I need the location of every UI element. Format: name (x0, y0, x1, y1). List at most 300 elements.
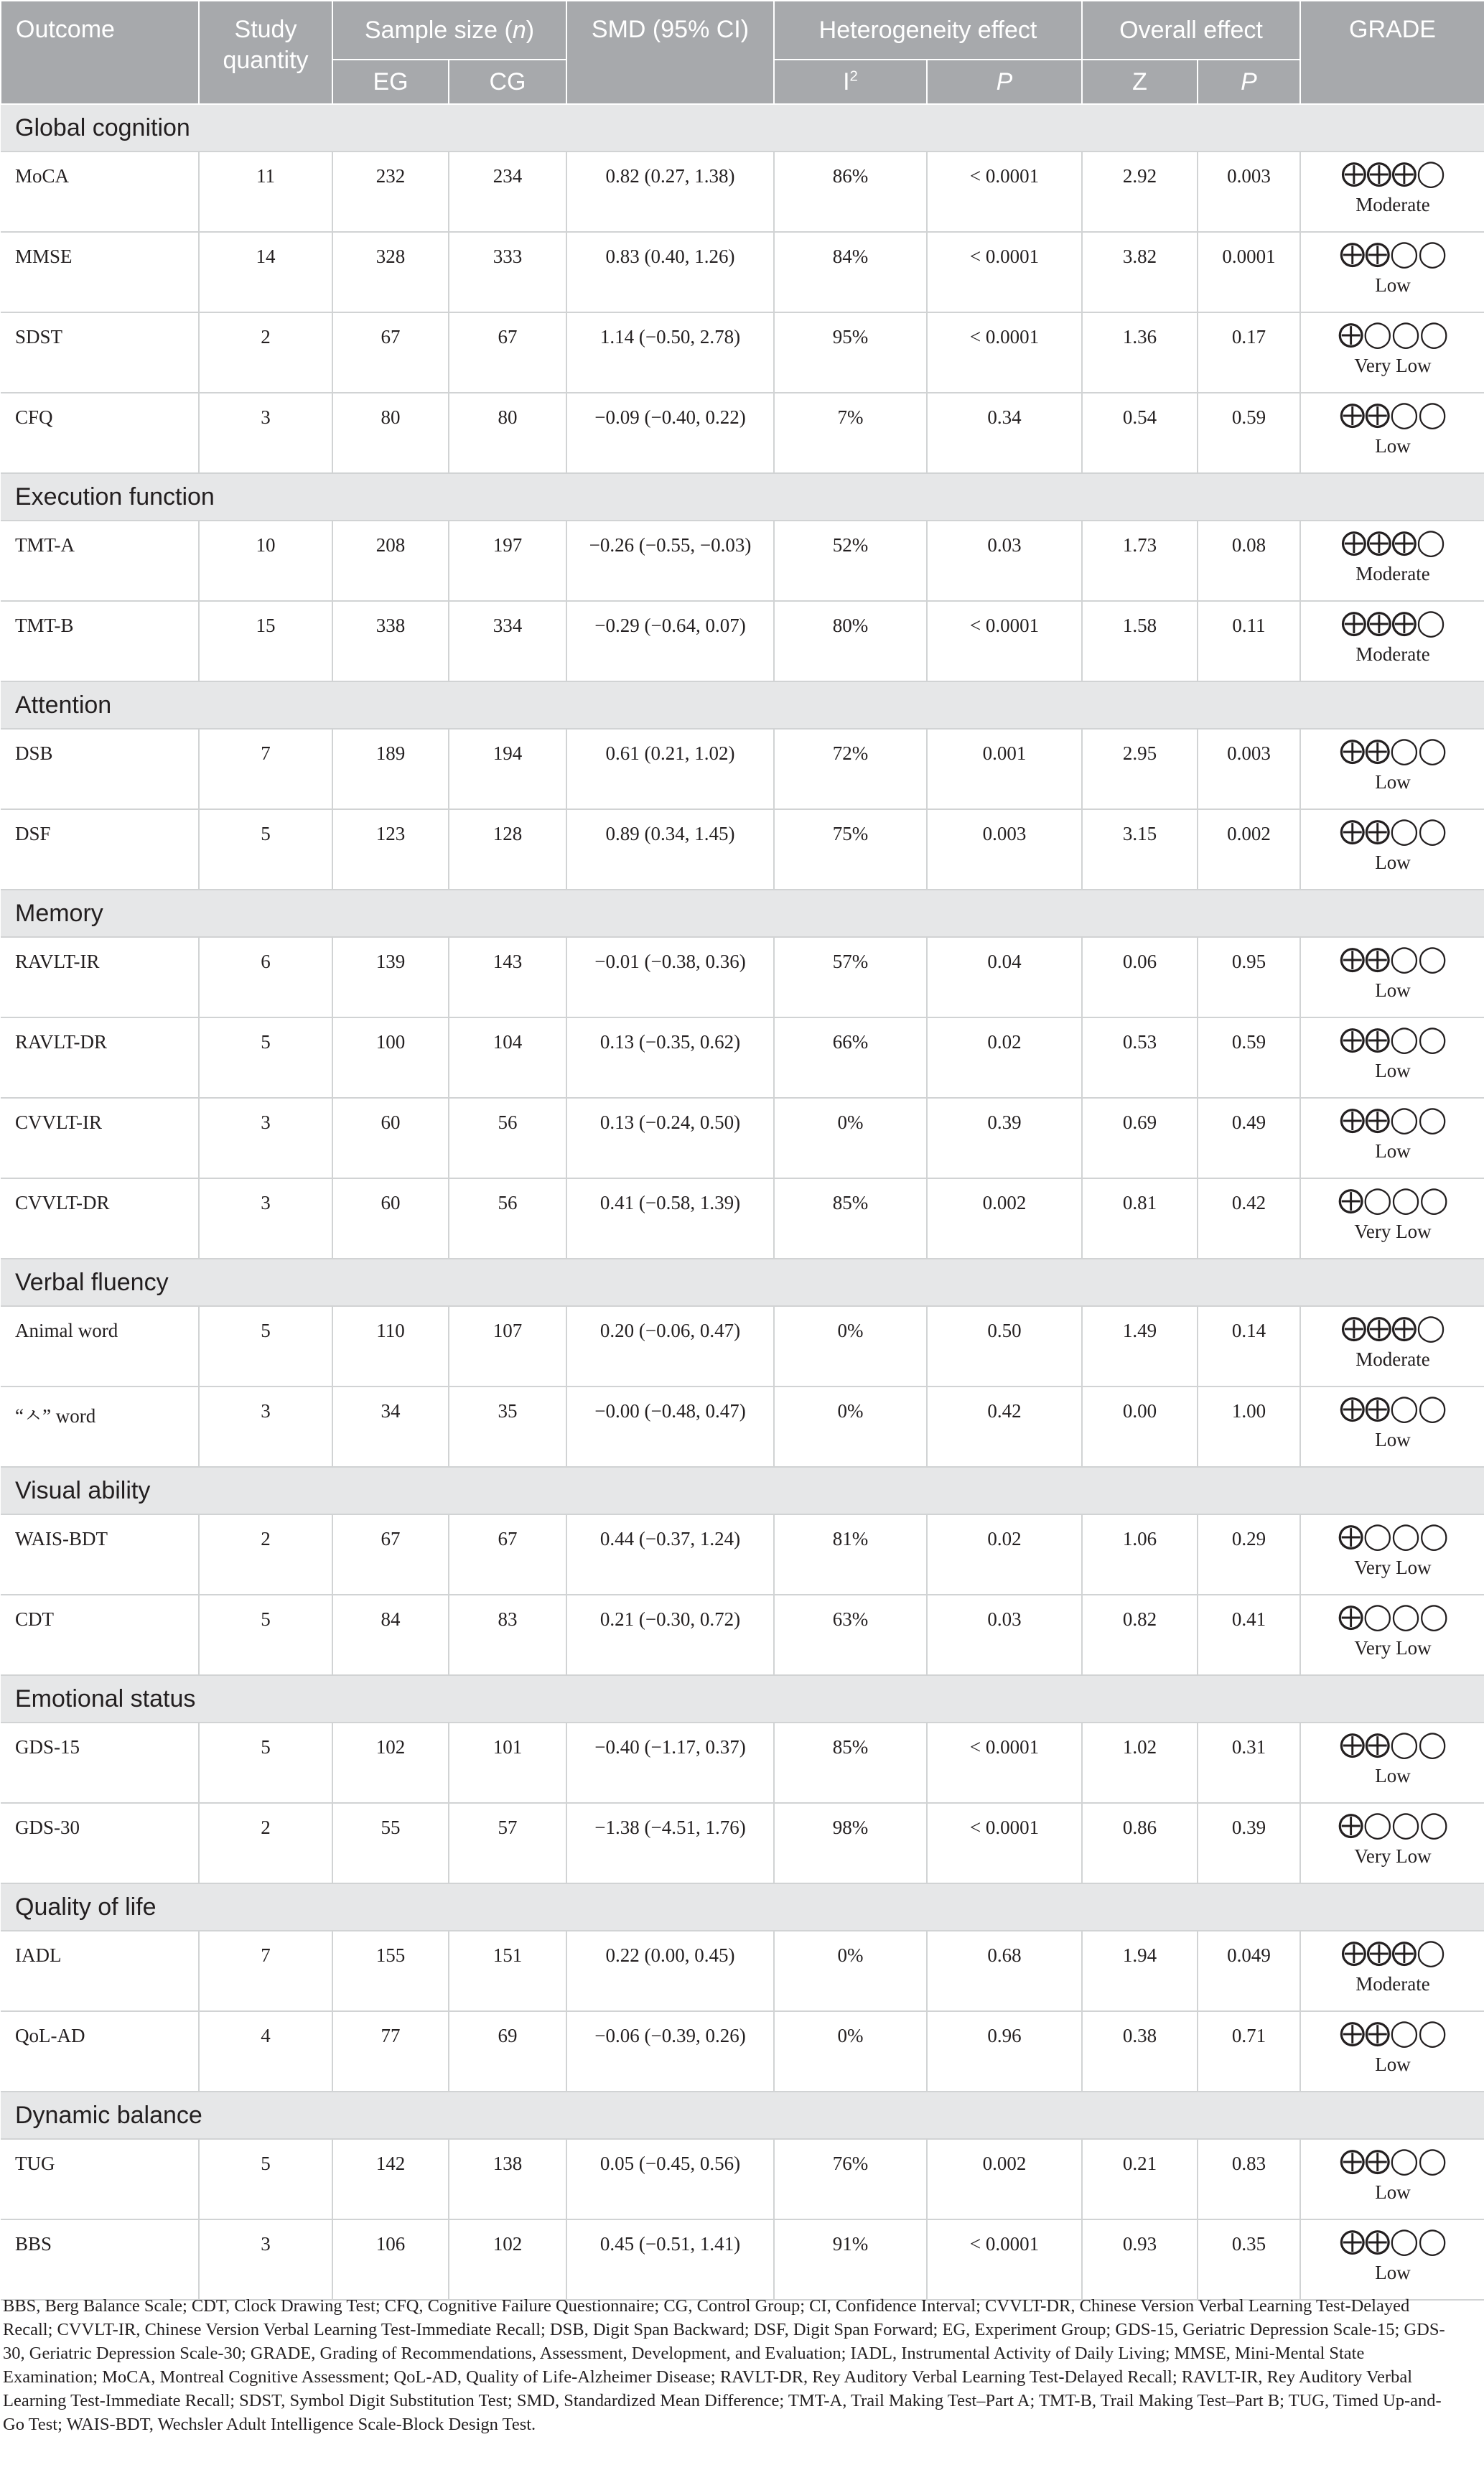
grade-cell (1300, 601, 1484, 681)
cg-sample-cell: 234 (449, 152, 566, 232)
i2-cell: 0% (774, 1387, 927, 1467)
outcome-cell: TUG (1, 2139, 199, 2219)
overall-p-cell: 0.049 (1198, 1931, 1300, 2011)
study-count-cell: 6 (199, 937, 332, 1017)
z-cell: 0.54 (1082, 393, 1198, 473)
table-body (1, 104, 1484, 2300)
eg-sample-cell: 55 (332, 1803, 449, 1883)
eg-sample-cell: 123 (332, 809, 449, 890)
heterogeneity-p-cell: < 0.0001 (927, 2219, 1082, 2300)
smd-cell: 0.13 (−0.24, 0.50) (566, 1098, 774, 1178)
heterogeneity-p-cell: 0.68 (927, 1931, 1082, 2011)
i2-cell: 0% (774, 1931, 927, 2011)
heterogeneity-p-cell: 0.02 (927, 1514, 1082, 1595)
heterogeneity-p-cell: < 0.0001 (927, 312, 1082, 393)
overall-p-cell: 0.42 (1198, 1178, 1300, 1259)
cg-sample-cell: 194 (449, 729, 566, 809)
z-cell: 0.00 (1082, 1387, 1198, 1467)
cg-sample-cell: 67 (449, 312, 566, 393)
z-cell: 0.06 (1082, 937, 1198, 1017)
study-count-cell: 5 (199, 1723, 332, 1803)
eg-sample-cell: 232 (332, 152, 449, 232)
heterogeneity-p-cell: < 0.0001 (927, 232, 1082, 312)
table-row (1, 809, 1484, 890)
heterogeneity-p-cell: 0.03 (927, 521, 1082, 601)
table-row (1, 521, 1484, 601)
smd-cell: −0.06 (−0.39, 0.26) (566, 2011, 774, 2092)
grade-symbols: ⨁⨁◯◯ (1339, 2227, 1447, 2256)
grade-cell (1300, 1595, 1484, 1675)
grade-symbols: ⨁⨁⨁◯ (1340, 1313, 1445, 1343)
i2-cell: 91% (774, 2219, 927, 2300)
cg-sample-cell: 80 (449, 393, 566, 473)
study-count-cell: 3 (199, 2219, 332, 2300)
i2-cell: 75% (774, 809, 927, 890)
heterogeneity-p-cell: 0.003 (927, 809, 1082, 890)
category-label: Attention (1, 681, 1484, 729)
table-row (1, 937, 1484, 1017)
i2-cell: 85% (774, 1723, 927, 1803)
grade-symbols: ⨁⨁◯◯ (1339, 1105, 1447, 1134)
z-cell: 0.86 (1082, 1803, 1198, 1883)
i2-cell: 0% (774, 1098, 927, 1178)
study-count-cell: 2 (199, 1514, 332, 1595)
overall-p-cell: 0.41 (1198, 1595, 1300, 1675)
grade-symbols: ⨁⨁◯◯ (1339, 2146, 1447, 2176)
grade-cell (1300, 152, 1484, 232)
cg-sample-cell: 57 (449, 1803, 566, 1883)
header-overall-effect: Overall effect (1082, 1, 1300, 60)
grade-cell (1300, 2219, 1484, 2300)
study-count-cell: 3 (199, 1098, 332, 1178)
i2-cell: 98% (774, 1803, 927, 1883)
category-row (1, 890, 1484, 937)
overall-p-cell: 0.39 (1198, 1803, 1300, 1883)
grade-level: Low (1375, 435, 1411, 457)
header-eg: EG (332, 60, 449, 104)
grade-symbols: ⨁◯◯◯ (1338, 1810, 1448, 1840)
cg-sample-cell: 67 (449, 1514, 566, 1595)
eg-sample-cell: 110 (332, 1306, 449, 1387)
overall-p-cell: 0.003 (1198, 152, 1300, 232)
category-row (1, 1883, 1484, 1931)
outcome-cell: Animal word (1, 1306, 199, 1387)
eg-sample-cell: 84 (332, 1595, 449, 1675)
grade-symbols: ⨁◯◯◯ (1338, 1521, 1448, 1551)
i2-cell: 66% (774, 1017, 927, 1098)
table-row (1, 1387, 1484, 1467)
header-sample-size: Sample size (n) (332, 1, 566, 60)
outcome-cell: DSF (1, 809, 199, 890)
table-row (1, 1723, 1484, 1803)
grade-symbols: ⨁⨁◯◯ (1339, 816, 1447, 846)
grade-symbols: ⨁⨁◯◯ (1339, 1025, 1447, 1054)
outcome-cell: CDT (1, 1595, 199, 1675)
category-label: Dynamic balance (1, 2092, 1484, 2139)
grade-symbols: ⨁⨁◯◯ (1339, 944, 1447, 974)
study-count-cell: 7 (199, 1931, 332, 2011)
heterogeneity-p-cell: < 0.0001 (927, 1803, 1082, 1883)
table-header (1, 1, 1484, 104)
table-row (1, 2011, 1484, 2092)
outcome-cell: WAIS-BDT (1, 1514, 199, 1595)
category-label: Quality of life (1, 1883, 1484, 1931)
heterogeneity-p-cell: 0.001 (927, 729, 1082, 809)
i2-cell: 0% (774, 2011, 927, 2092)
grade-cell (1300, 1803, 1484, 1883)
grade-symbols: ⨁◯◯◯ (1338, 1185, 1448, 1215)
i2-cell: 72% (774, 729, 927, 809)
category-row (1, 1675, 1484, 1723)
overall-p-cell: 0.29 (1198, 1514, 1300, 1595)
category-row (1, 681, 1484, 729)
overall-p-cell: 0.002 (1198, 809, 1300, 890)
smd-cell: 0.05 (−0.45, 0.56) (566, 2139, 774, 2219)
heterogeneity-p-cell: 0.02 (927, 1017, 1082, 1098)
overall-p-cell: 0.17 (1198, 312, 1300, 393)
grade-level: Low (1375, 1429, 1411, 1450)
outcome-cell: GDS-30 (1, 1803, 199, 1883)
outcome-cell: MMSE (1, 232, 199, 312)
eg-sample-cell: 60 (332, 1098, 449, 1178)
cg-sample-cell: 334 (449, 601, 566, 681)
cg-sample-cell: 101 (449, 1723, 566, 1803)
z-cell: 1.49 (1082, 1306, 1198, 1387)
heterogeneity-p-cell: 0.002 (927, 1178, 1082, 1259)
z-cell: 0.38 (1082, 2011, 1198, 2092)
overall-p-cell: 0.59 (1198, 393, 1300, 473)
smd-cell: 0.13 (−0.35, 0.62) (566, 1017, 774, 1098)
header-overall-p: P (1198, 60, 1300, 104)
grade-cell (1300, 1723, 1484, 1803)
grade-symbols: ⨁⨁◯◯ (1339, 239, 1447, 269)
eg-sample-cell: 100 (332, 1017, 449, 1098)
grade-level: Low (1375, 771, 1411, 793)
study-count-cell: 5 (199, 1306, 332, 1387)
header-heterogeneity-p: P (927, 60, 1082, 104)
category-label: Execution function (1, 473, 1484, 521)
smd-cell: −0.40 (−1.17, 0.37) (566, 1723, 774, 1803)
grade-symbols: ⨁◯◯◯ (1338, 320, 1448, 349)
table-row (1, 2139, 1484, 2219)
cg-sample-cell: 107 (449, 1306, 566, 1387)
eg-sample-cell: 77 (332, 2011, 449, 2092)
smd-cell: 0.61 (0.21, 1.02) (566, 729, 774, 809)
outcome-cell: BBS (1, 2219, 199, 2300)
grade-cell (1300, 1017, 1484, 1098)
heterogeneity-p-cell: 0.04 (927, 937, 1082, 1017)
smd-cell: −1.38 (−4.51, 1.76) (566, 1803, 774, 1883)
grade-level: Low (1375, 1060, 1411, 1081)
z-cell: 1.06 (1082, 1514, 1198, 1595)
table-row (1, 393, 1484, 473)
grade-level: Very Low (1354, 1221, 1432, 1242)
z-cell: 1.73 (1082, 521, 1198, 601)
grade-level: Low (1375, 1765, 1411, 1786)
grade-symbols: ⨁⨁◯◯ (1339, 736, 1447, 765)
i2-cell: 80% (774, 601, 927, 681)
study-count-cell: 2 (199, 1803, 332, 1883)
smd-cell: −0.09 (−0.40, 0.22) (566, 393, 774, 473)
category-row (1, 473, 1484, 521)
outcome-cell: IADL (1, 1931, 199, 2011)
grade-cell (1300, 809, 1484, 890)
grade-level: Low (1375, 274, 1411, 296)
table-row (1, 2219, 1484, 2300)
grade-symbols: ⨁⨁⨁◯ (1340, 1938, 1445, 1967)
grade-symbols: ⨁⨁◯◯ (1339, 1394, 1447, 1423)
smd-cell: 0.44 (−0.37, 1.24) (566, 1514, 774, 1595)
z-cell: 0.81 (1082, 1178, 1198, 1259)
study-count-cell: 3 (199, 1178, 332, 1259)
outcome-cell: QoL-AD (1, 2011, 199, 2092)
study-count-cell: 10 (199, 521, 332, 601)
cg-sample-cell: 35 (449, 1387, 566, 1467)
table-row (1, 1178, 1484, 1259)
smd-cell: 0.82 (0.27, 1.38) (566, 152, 774, 232)
smd-cell: −0.01 (−0.38, 0.36) (566, 937, 774, 1017)
category-label: Emotional status (1, 1675, 1484, 1723)
outcome-cell: GDS-15 (1, 1723, 199, 1803)
category-label: Verbal fluency (1, 1259, 1484, 1306)
overall-p-cell: 0.14 (1198, 1306, 1300, 1387)
outcome-cell: CVVLT-IR (1, 1098, 199, 1178)
smd-cell: −0.26 (−0.55, −0.03) (566, 521, 774, 601)
table-row (1, 232, 1484, 312)
cg-sample-cell: 333 (449, 232, 566, 312)
cg-sample-cell: 128 (449, 809, 566, 890)
overall-p-cell: 0.11 (1198, 601, 1300, 681)
heterogeneity-p-cell: < 0.0001 (927, 152, 1082, 232)
grade-level: Moderate (1355, 1973, 1430, 1995)
eg-sample-cell: 60 (332, 1178, 449, 1259)
smd-cell: 0.83 (0.40, 1.26) (566, 232, 774, 312)
heterogeneity-p-cell: < 0.0001 (927, 601, 1082, 681)
header-outcome: Outcome (1, 1, 199, 104)
z-cell: 1.58 (1082, 601, 1198, 681)
eg-sample-cell: 67 (332, 1514, 449, 1595)
study-count-cell: 3 (199, 393, 332, 473)
overall-p-cell: 0.83 (1198, 2139, 1300, 2219)
cg-sample-cell: 143 (449, 937, 566, 1017)
z-cell: 1.36 (1082, 312, 1198, 393)
eg-sample-cell: 155 (332, 1931, 449, 2011)
grade-cell (1300, 1387, 1484, 1467)
outcome-cell: CFQ (1, 393, 199, 473)
study-count-cell: 11 (199, 152, 332, 232)
grade-cell (1300, 521, 1484, 601)
cg-sample-cell: 197 (449, 521, 566, 601)
heterogeneity-p-cell: < 0.0001 (927, 1723, 1082, 1803)
z-cell: 1.94 (1082, 1931, 1198, 2011)
grade-cell (1300, 1098, 1484, 1178)
grade-symbols: ⨁◯◯◯ (1338, 1602, 1448, 1631)
z-cell: 0.21 (1082, 2139, 1198, 2219)
z-cell: 0.53 (1082, 1017, 1198, 1098)
eg-sample-cell: 102 (332, 1723, 449, 1803)
header-heterogeneity: Heterogeneity effect (774, 1, 1082, 60)
category-row (1, 1259, 1484, 1306)
header-study-quantity: Study quantity (199, 1, 332, 104)
i2-cell: 7% (774, 393, 927, 473)
cg-sample-cell: 56 (449, 1098, 566, 1178)
heterogeneity-p-cell: 0.34 (927, 393, 1082, 473)
grade-level: Very Low (1354, 1557, 1432, 1578)
eg-sample-cell: 189 (332, 729, 449, 809)
outcome-cell: “ㅅ” word (1, 1387, 199, 1467)
table-row (1, 1595, 1484, 1675)
category-label: Memory (1, 890, 1484, 937)
overall-p-cell: 0.08 (1198, 521, 1300, 601)
grade-cell (1300, 1514, 1484, 1595)
category-row (1, 1467, 1484, 1514)
study-count-cell: 5 (199, 2139, 332, 2219)
header-grade: GRADE (1300, 1, 1484, 104)
eg-sample-cell: 142 (332, 2139, 449, 2219)
study-count-cell: 3 (199, 1387, 332, 1467)
study-count-cell: 5 (199, 1595, 332, 1675)
grade-level: Low (1375, 2054, 1411, 2075)
eg-sample-cell: 67 (332, 312, 449, 393)
overall-p-cell: 0.71 (1198, 2011, 1300, 2092)
overall-p-cell: 0.003 (1198, 729, 1300, 809)
z-cell: 0.82 (1082, 1595, 1198, 1675)
grade-cell (1300, 2011, 1484, 2092)
outcome-cell: CVVLT-DR (1, 1178, 199, 1259)
i2-cell: 76% (774, 2139, 927, 2219)
eg-sample-cell: 34 (332, 1387, 449, 1467)
study-count-cell: 14 (199, 232, 332, 312)
z-cell: 2.95 (1082, 729, 1198, 809)
grade-cell (1300, 1931, 1484, 2011)
cg-sample-cell: 56 (449, 1178, 566, 1259)
overall-p-cell: 0.49 (1198, 1098, 1300, 1178)
heterogeneity-p-cell: 0.39 (927, 1098, 1082, 1178)
category-label: Visual ability (1, 1467, 1484, 1514)
grade-cell (1300, 2139, 1484, 2219)
cg-sample-cell: 83 (449, 1595, 566, 1675)
z-cell: 3.82 (1082, 232, 1198, 312)
heterogeneity-p-cell: 0.002 (927, 2139, 1082, 2219)
eg-sample-cell: 106 (332, 2219, 449, 2300)
i2-cell: 57% (774, 937, 927, 1017)
table-row (1, 1306, 1484, 1387)
table-row (1, 312, 1484, 393)
table-footnote: BBS, Berg Balance Scale; CDT, Clock Drawing Test; CFQ, Cognitive Failure Questionnaire; CG, Control Group; CI, Confidence Interval; CVVLT-DR, Chinese Version Verbal Learning Test-Delayed Recall; CVVLT-IR, Chinese Version Verbal Learning Test-Immediate Recall; DSB, Digit Span Backward; DSF, Digit Span Forward; EG, Experiment Group; GDS-15, Geriatric Depression Scale-15; GDS-30, Geriatric Depression Scale-30; GRADE, Grading of Recommendations, Assessment, Development, and Evaluation; IADL, Instrumental Activity of Daily Living; MMSE, Mini-Mental State Examination; MoCA, Montreal Cognitive Assessment; QoL-AD, Quality of Life-Alzheimer Disease; RAVLT-DR, Rey Auditory Verbal Learning Test-Delayed Recall; RAVLT-IR, Rey Auditory Verbal Learning Test-Immediate Recall; SDST, Symbol Digit Substitution Test; SMD, Standardized Mean Difference; TMT-A, Trail Making Test–Part A; TMT-B, Trail Making Test–Part B; TUG, Timed Up-and-Go Test; WAIS-BDT, Wechsler Adult Intelligence Scale-Block Design Test. (3, 2296, 1445, 2434)
header-cg: CG (449, 60, 566, 104)
smd-cell: −0.00 (−0.48, 0.47) (566, 1387, 774, 1467)
table-row (1, 1098, 1484, 1178)
grade-cell (1300, 393, 1484, 473)
heterogeneity-p-cell: 0.50 (927, 1306, 1082, 1387)
study-count-cell: 5 (199, 809, 332, 890)
grade-level: Moderate (1355, 643, 1430, 665)
category-row (1, 104, 1484, 152)
eg-sample-cell: 328 (332, 232, 449, 312)
i2-cell: 95% (774, 312, 927, 393)
z-cell: 3.15 (1082, 809, 1198, 890)
smd-cell: 0.21 (−0.30, 0.72) (566, 1595, 774, 1675)
table-row (1, 1931, 1484, 2011)
grade-symbols: ⨁⨁◯◯ (1339, 2018, 1447, 2048)
category-row (1, 2092, 1484, 2139)
table-row (1, 1017, 1484, 1098)
heterogeneity-p-cell: 0.42 (927, 1387, 1082, 1467)
cg-sample-cell: 138 (449, 2139, 566, 2219)
outcome-cell: TMT-B (1, 601, 199, 681)
grade-symbols: ⨁⨁◯◯ (1339, 400, 1447, 429)
outcome-cell: RAVLT-IR (1, 937, 199, 1017)
smd-cell: 1.14 (−0.50, 2.78) (566, 312, 774, 393)
grade-cell (1300, 1178, 1484, 1259)
i2-cell: 86% (774, 152, 927, 232)
overall-p-cell: 0.95 (1198, 937, 1300, 1017)
smd-cell: 0.20 (−0.06, 0.47) (566, 1306, 774, 1387)
cg-sample-cell: 69 (449, 2011, 566, 2092)
grade-level: Low (1375, 2262, 1411, 2283)
grade-level: Moderate (1355, 194, 1430, 215)
grade-level: Low (1375, 2181, 1411, 2203)
grade-level: Low (1375, 852, 1411, 873)
overall-p-cell: 0.35 (1198, 2219, 1300, 2300)
grade-level: Low (1375, 1140, 1411, 1162)
grade-symbols: ⨁⨁◯◯ (1339, 1730, 1447, 1759)
table-row (1, 1514, 1484, 1595)
i2-cell: 85% (774, 1178, 927, 1259)
grade-symbols: ⨁⨁⨁◯ (1340, 159, 1445, 188)
smd-cell: 0.45 (−0.51, 1.41) (566, 2219, 774, 2300)
grade-cell (1300, 312, 1484, 393)
i2-cell: 84% (774, 232, 927, 312)
grade-symbols: ⨁⨁⨁◯ (1340, 608, 1445, 638)
grade-cell (1300, 232, 1484, 312)
z-cell: 0.93 (1082, 2219, 1198, 2300)
outcome-cell: DSB (1, 729, 199, 809)
cg-sample-cell: 102 (449, 2219, 566, 2300)
grade-cell (1300, 937, 1484, 1017)
grade-cell (1300, 1306, 1484, 1387)
header-i2: $I^2$ (774, 60, 927, 104)
study-count-cell: 5 (199, 1017, 332, 1098)
table-row (1, 1803, 1484, 1883)
cg-sample-cell: 104 (449, 1017, 566, 1098)
eg-sample-cell: 208 (332, 521, 449, 601)
grade-symbols: ⨁⨁⨁◯ (1340, 528, 1445, 557)
table-row (1, 601, 1484, 681)
overall-p-cell: 0.31 (1198, 1723, 1300, 1803)
study-count-cell: 15 (199, 601, 332, 681)
eg-sample-cell: 80 (332, 393, 449, 473)
z-cell: 2.92 (1082, 152, 1198, 232)
grade-cell (1300, 729, 1484, 809)
outcome-cell: TMT-A (1, 521, 199, 601)
outcome-cell: RAVLT-DR (1, 1017, 199, 1098)
heterogeneity-p-cell: 0.96 (927, 2011, 1082, 2092)
smd-cell: −0.29 (−0.64, 0.07) (566, 601, 774, 681)
grade-level: Very Low (1354, 355, 1432, 376)
i2-cell: 0% (774, 1306, 927, 1387)
z-cell: 1.02 (1082, 1723, 1198, 1803)
cg-sample-cell: 151 (449, 1931, 566, 2011)
study-count-cell: 7 (199, 729, 332, 809)
grade-level: Very Low (1354, 1845, 1432, 1867)
i2-cell: 81% (774, 1514, 927, 1595)
overall-p-cell: 0.59 (1198, 1017, 1300, 1098)
grade-level: Low (1375, 979, 1411, 1001)
overall-p-cell: 1.00 (1198, 1387, 1300, 1467)
i2-cell: 52% (774, 521, 927, 601)
z-cell: 0.69 (1082, 1098, 1198, 1178)
